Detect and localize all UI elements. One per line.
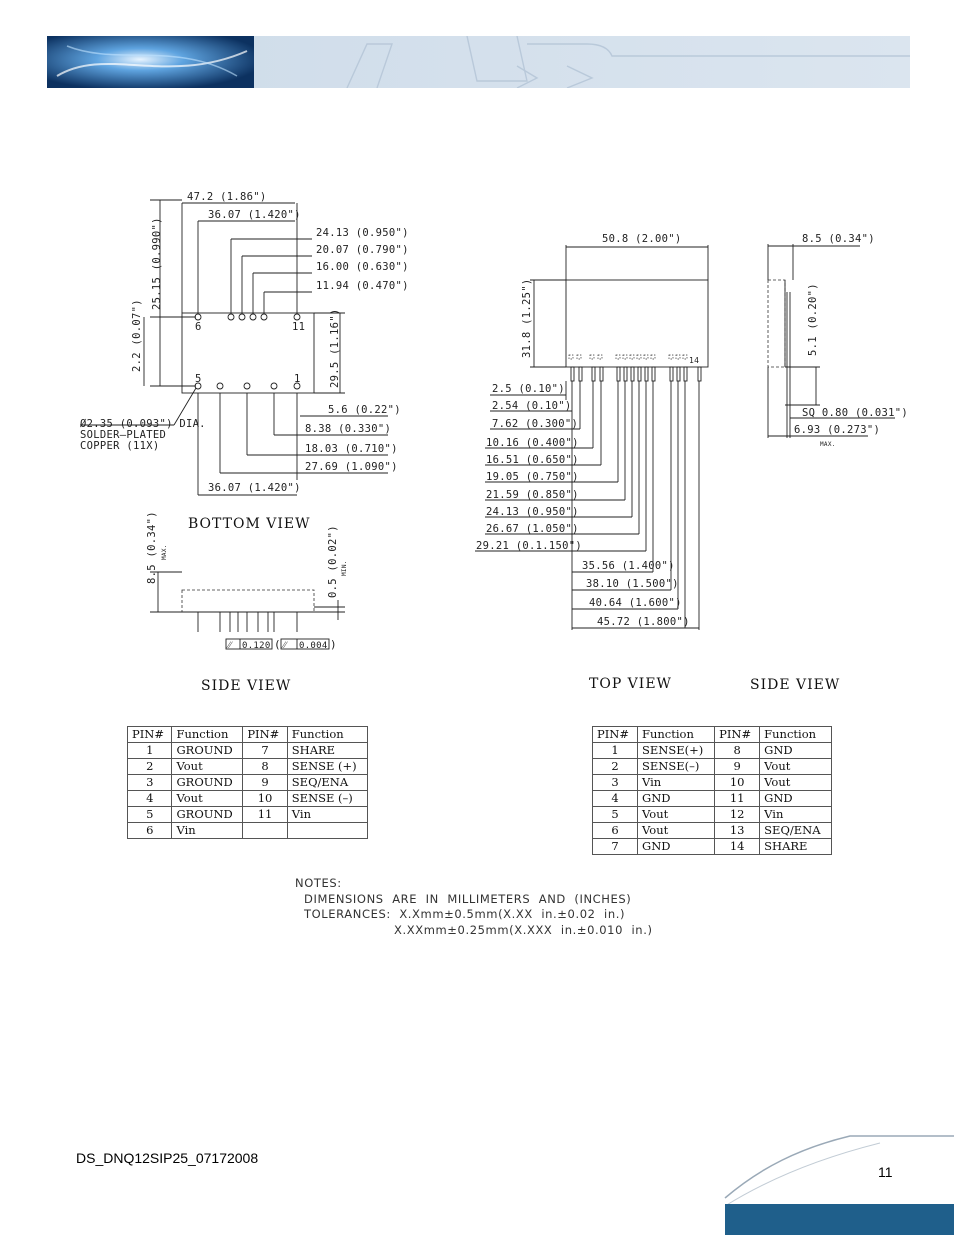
hole-callout-line1: Ø2.35 (0.093") DIA. xyxy=(80,418,206,430)
pin-label-11: 11 xyxy=(292,321,306,333)
top-dim-50-8: 50.8 (2.00") xyxy=(602,233,682,245)
top-view-drawing xyxy=(475,233,708,692)
side-dim-8-5-note: MAX. xyxy=(161,544,168,560)
table-row: 7 GND 14 SHARE xyxy=(593,839,832,855)
side-view-right-label: SIDE VIEW xyxy=(750,677,841,693)
header-function: Function xyxy=(287,727,367,743)
header-pin: PIN# xyxy=(593,727,638,743)
side-right-dim-6-93-note: MAX. xyxy=(820,441,836,448)
svg-text:⁄⁄: ⁄⁄ xyxy=(228,641,232,651)
tolerance-b: 0.004 xyxy=(299,641,328,651)
top-dim-31-8: 31.8 (1.25") xyxy=(521,278,533,358)
dim-36-07-bottom: 36.07 (1.420") xyxy=(208,482,301,494)
top-view-label: TOP VIEW xyxy=(589,676,672,692)
table-row: 2 SENSE(–) 9 Vout xyxy=(593,759,832,775)
top-dim-24-13: 24.13 (0.950") xyxy=(486,506,579,518)
notes-line-tolerance-1: TOLERANCES: X.Xmm±0.5mm(X.XX in.±0.02 in.) xyxy=(304,907,626,921)
dim-16-00: 16.00 (0.630") xyxy=(316,261,409,273)
table-row: 3 Vin 10 Vout xyxy=(593,775,832,791)
tolerance-a: 0.120 xyxy=(242,641,271,651)
dim-20-07: 20.07 (0.790") xyxy=(316,244,409,256)
svg-text:⁄⁄: ⁄⁄ xyxy=(283,641,287,651)
side-view-left-drawing xyxy=(146,511,348,694)
dim-47-2: 47.2 (1.86") xyxy=(187,191,267,203)
side-dim-8-5: 8.5 (0.34") xyxy=(146,511,158,584)
dim-29-5: 29.5 (1.16") xyxy=(329,308,341,388)
table-row: 1 SENSE(+) 8 GND xyxy=(593,743,832,759)
side-view-right-drawing xyxy=(750,233,908,693)
pin-table-left xyxy=(127,726,368,839)
side-dim-0-5: 0.5 (0.02") xyxy=(327,525,339,598)
side-view-left-label: SIDE VIEW xyxy=(201,678,292,694)
side-dim-0-5-note: MIN. xyxy=(341,560,348,576)
dim-8-38: 8.38 (0.330") xyxy=(305,423,392,435)
pin-label-5: 5 xyxy=(195,373,202,385)
header-function: Function xyxy=(760,727,832,743)
pin-label-1: 1 xyxy=(294,373,301,385)
top-dim-40-64: 40.64 (1.600") xyxy=(589,597,682,609)
top-view-outline xyxy=(566,280,708,367)
top-dim-2-5: 2.5 (0.10") xyxy=(492,383,565,395)
top-dim-45-72: 45.72 (1.800") xyxy=(597,616,690,628)
notes-block xyxy=(295,876,653,938)
dim-11-94: 11.94 (0.470") xyxy=(316,280,409,292)
side-right-dim-6-93: 6.93 (0.273") xyxy=(794,424,881,436)
notes-title: NOTES: xyxy=(295,876,342,890)
table-header-row xyxy=(593,727,832,743)
top-dim-29-21: 29.21 (0.1.150") xyxy=(476,540,582,552)
hole-callout-line3: COPPER (11X) xyxy=(80,440,160,452)
pin-table-right xyxy=(592,726,832,855)
page-number: 11 xyxy=(878,1164,893,1180)
table-row: 5 Vout 12 Vin xyxy=(593,807,832,823)
table-row: 4 Vout 10 SENSE (–) xyxy=(128,791,368,807)
table-row: 5 GROUND 11 Vin xyxy=(128,807,368,823)
dim-2-2: 2.2 (0.07") xyxy=(131,299,143,372)
dim-27-69: 27.69 (1.090") xyxy=(305,461,398,473)
hole-callout-line2: SOLDER–PLATED xyxy=(80,429,167,441)
top-dim-16-51: 16.51 (0.650") xyxy=(486,454,579,466)
side-right-dim-sq: SQ 0.80 (0.031") xyxy=(802,407,908,419)
table-row: 4 GND 11 GND xyxy=(593,791,832,807)
side-right-dim-8-5: 8.5 (0.34") xyxy=(802,233,875,245)
svg-text:): ) xyxy=(330,638,337,651)
table-header-row xyxy=(128,727,368,743)
header-pin: PIN# xyxy=(128,727,172,743)
document-id: DS_DNQ12SIP25_07172008 xyxy=(76,1150,259,1166)
notes-line-units: DIMENSIONS ARE IN MILLIMETERS AND (INCHES) xyxy=(304,891,632,906)
dim-18-03: 18.03 (0.710") xyxy=(305,443,398,455)
dim-5-6: 5.6 (0.22") xyxy=(328,404,401,416)
table-row: 6 Vout 13 SEQ/ENA xyxy=(593,823,832,839)
top-dim-10-16: 10.16 (0.400") xyxy=(486,437,579,449)
table-row: 6 Vin xyxy=(128,823,368,839)
dim-25-15: 25.15 (0.990") xyxy=(151,217,163,310)
table-row: 3 GROUND 9 SEQ/ENA xyxy=(128,775,368,791)
top-pin-14-label: 14 xyxy=(689,356,700,365)
svg-text:(: ( xyxy=(274,638,281,651)
header-pin: PIN# xyxy=(243,727,287,743)
top-dim-26-67: 26.67 (1.050") xyxy=(486,523,579,535)
top-dim-2-54: 2.54 (0.10") xyxy=(492,400,572,412)
side-right-dim-5-1: 5.1 (0.20") xyxy=(807,283,819,356)
header-function: Function xyxy=(172,727,243,743)
bottom-view-drawing xyxy=(80,191,409,532)
pin-label-6: 6 xyxy=(195,321,202,333)
top-dim-7-62: 7.62 (0.300") xyxy=(492,418,579,430)
header-pin: PIN# xyxy=(715,727,760,743)
footer-swoosh-graphic xyxy=(720,1128,954,1235)
dim-24-13: 24.13 (0.950") xyxy=(316,227,409,239)
top-dim-35-56: 35.56 (1.400") xyxy=(582,560,675,572)
bottom-view-label: BOTTOM VIEW xyxy=(188,516,311,532)
top-dim-19-05: 19.05 (0.750") xyxy=(486,471,579,483)
top-dim-38-10: 38.10 (1.500") xyxy=(586,578,679,590)
notes-line-tolerance-2: X.XXmm±0.25mm(X.XXX in.±0.010 in.) xyxy=(394,922,653,937)
table-row: 2 Vout 8 SENSE (+) xyxy=(128,759,368,775)
top-dim-21-59: 21.59 (0.850") xyxy=(486,489,579,501)
header-function: Function xyxy=(638,727,715,743)
dim-36-07-top: 36.07 (1.420") xyxy=(208,209,301,221)
table-row: 1 GROUND 7 SHARE xyxy=(128,743,368,759)
